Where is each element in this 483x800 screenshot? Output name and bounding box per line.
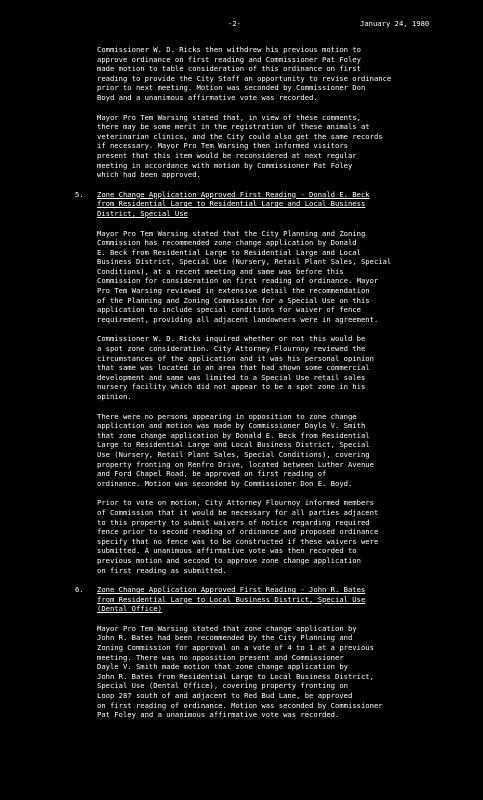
item-number: 6. (75, 585, 84, 595)
paragraph: Mayor Pro Tem Warsing stated that the City Planning and Zoning Commission has recommended zone change application by Donald E. Beck from Residential Large to Residential Large and Local Business District, Special Use (Nursery, Retail Plant Sales, Special Conditions), at a recent meeting and same was before this Commission for consideration on first reading of ordinance. Mayor Pro Tem Warsing reviewed in extensive detail the recommendation of the Planning and Zoning Commission for a Special Use on this application to include special conditions for waiver of fence requirement, providing all adjacent landowners were in agreement. (97, 228, 392, 324)
paragraph: Commissioner W. D. Ricks then withdrew his previous motion to approve ordinance on first reading and Commissioner Pat Foley made motion to table consideration of this ordinance on first reading to provide the City Staff an opportunity to revise ordinance prior to next meeting. Motion was seconded by Commissioner Don Boyd and a unanimous affirmative vote was recorded. (97, 45, 392, 102)
page-body (75, 45, 407, 730)
agenda-item-6 (75, 585, 407, 614)
agenda-item-5 (75, 189, 407, 219)
paragraph: There were no persons appearing in opposition to zone change application and motion was made by Commissioner Dayle V. Smith that zone change application by Donald E. Beck from Residential Large to Residential Large and Local Business District, Special Use (Nursery, Retail Plant Sales, Special Conditions), covering property fronting on Renfro Drive, located between Luther Avenue and Ford Chapel Road, be approved on first reading of ordinance. Motion was seconded by Commissioner Don E. Boyd. (97, 411, 374, 488)
paragraph: Mayor Pro Tem Warsing stated that zone change application by John R. Bates had been recommended by the City Planning and Zoning Commission for approval on a vote of 4 to 1 at a previous meeting. There was no opposition present and Commissioner Dayle V. Smith made motion that zone change application by John R. Bates from Residential Large to Local Business District, Special Use (Dental Office), covering property fronting on Loop 287 south of and adjacent to Red Bud Lane, be approved on first reading of ordinance. Motion was seconded by Commissioner Pat Foley and a unanimous affirmative vote was recorded. (97, 623, 383, 720)
item-heading: Zone Change Application Approved First Reading - John R. Bates from Residential Large to Local Business District, Special Use (Dental Office) (97, 585, 366, 614)
paragraph: Commissioner W. D. Ricks inquired whether or not this would be a spot zone consideration. City Attorney Flournoy reviewed the circumstances of the application and it was his personal opinion that same was located in an area that had shown some commercial development and same was limited to a Special Use retail sales nursery facility which did not appear to be a spot zone in his opinion. (97, 334, 374, 401)
page-header (0, 19, 483, 29)
paragraph: Prior to vote on motion, City Attorney Flournoy informed members of Commission that it would be necessary for all parties adjacent to this property to submit waivers of notice regarding required fence prior to second reading of ordinance and proposed ordinance specify that no fence was to be constructed if these waivers were submitted. A unanimous affirmative vote was then recorded to previous motion and second to approve zone change application on first reading as submitted. (97, 498, 379, 575)
item-heading: Zone Change Application Approved First Reading - Donald E. Beck from Residential Large to Residential Large and Local Business District, Special Use (97, 189, 370, 218)
paragraph: Mayor Pro Tem Warsing stated that, in view of these comments, there may be some merit in the registration of these animals at veterinarian clinics, and the City could also get the same records if necessary. Mayor Pro Tem Warsing then informed visitors present that this item would be reconsidered at next regular meeting in accordance with motion by Commissioner Pat Foley which had been approved. (97, 112, 383, 180)
page-date: January 24, 1980 (360, 19, 430, 28)
page-number: -2- (228, 19, 241, 28)
item-number: 5. (75, 189, 84, 199)
